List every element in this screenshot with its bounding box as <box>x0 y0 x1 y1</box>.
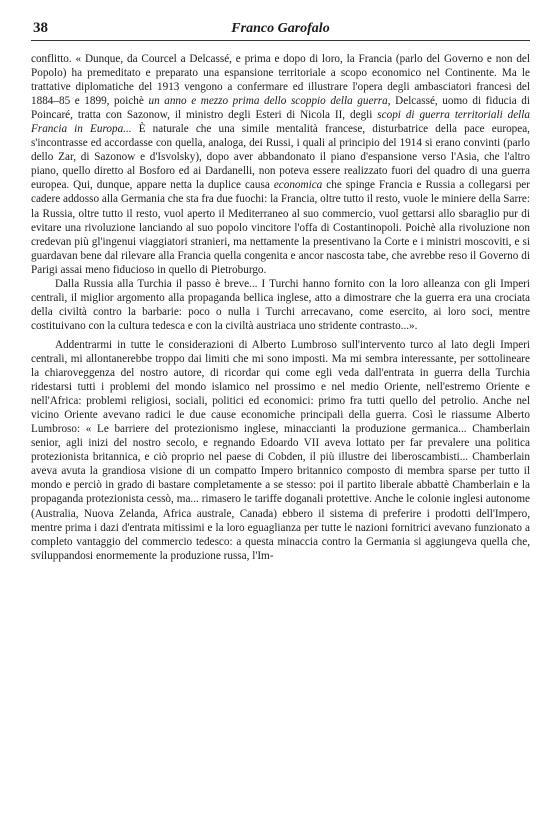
text-run: Addentrarmi in tutte le considerazioni di Alberto Lumbroso sull'intervento turco al lato degli Imperi centrali, mi allontanerebbe troppo dai limiti che mi sono imposti. Ma mi sembra interessante, per sottolineare la chiaroveggenza del nostro autore, di ricordar qui come egli veda dall'entrata in guerra della Turchia ridestarsi tutti i problemi del mondo islamico nel prossimo e nel medio Oriente, nell'estremo Oriente e nell'Africa: problemi religiosi, sociali, politici ed economici: primo fra tutti quello del petrolio. Anche nel vicino Oriente avevano radici le due cause economiche principali della guerra. Così le riassume Alberto Lumbroso: « Le barriere del protezionismo inglese, minaccianti la produzione germanica... Chamberlain senior, agli inizi del nostro secolo, e regnando Edoardo VII aveva lottato per far prevalere una politica protezionista britannica, e ciò proprio nel paese di Cobden, il più illustre dei liberoscambisti... Chamberlain aveva avuta la grandiosa visione di un compatto Impero britannico composto di membra sparse per tutto il mondo e perciò in grado di bastare completamente a se stesso: poi il partito liberale abbattè Chamberlain e la propaganda protezionista cessò, ma... rimasero le tariffe doganali protettive. Anche le colonie inglesi autonome (Australia, Nuova Zelanda, Africa australe, Canada) ebbero il sistema di preferire i prodotti dell'Impero, mentre prima i dazi d'entrata mitissimi e la loro eguaglianza per tutte le nazioni fornitrici avevano funzionato a completo vantaggio del commercio tedesco: a questa minaccia contro la Germania si aggiungeva quella che, sviluppandosi enormemente la produzione russa, l'Im- <box>31 338 530 562</box>
text-run: È naturale che una simile mentalità francese, disturbatrice della pace europea, s'incontrasse ed accordasse con quella, analoga, dei Russi, i quali al principio del 1914 si erano convinti (parlo dello Zar, di Sazonow e d'Isvolsky), dopo aver abbandonato il piano d'espansione verso l'Asia, che l'altro piano, quello diretto al Bosforo ed ai Dardanelli, non poteva essere realizzato fuori del quadro di una guerra europea. Qui, dunque, appare netta la duplice causa <box>31 123 530 192</box>
running-head: Franco Garofalo <box>231 21 330 36</box>
page-number: 38 <box>33 20 48 36</box>
paragraph <box>31 52 530 277</box>
paragraph <box>31 277 530 333</box>
body-text <box>31 52 530 563</box>
italic-text: un anno e mezzo prima dello scoppio della guerra, <box>148 95 391 108</box>
page-header <box>31 20 530 41</box>
text-run: che spinge Francia e Russia a collegarsi per cadere addosso alla Germania che sta fra due fuochi: la Francia, oltre tutto il resto, vuole le miniere della Sarre: la Russia, oltre tutto il resto, vuol aperto il Mediterraneo al suo commercio, vuol gettarsi allo sbaraglio pur di evitare una rivoluzione lanciando al suo popolo vincitore l'offa di Costantinopoli. Poichè alla rivoluzione non credevan più gl'ingenui viaggiatori stranieri, ma nettamente la presentivano la Corte e i ministri moscoviti, e si guardavan bene dal rilevare alla Francia quella congenita e ancor nascosta tabe, che avrebbe reso il Governo di Parigi assai meno fiducioso in quello di Pietroburgo. <box>31 179 530 276</box>
text-run: Delcassé, uomo di fiducia di Poincaré, tratta con Sazonow, il ministro degli Esteri di Nicola II, degli <box>31 95 530 122</box>
italic-text: scopi di guerra territoriali della Francia in Europa... <box>31 109 530 136</box>
text-run: Dalla Russia alla Turchia il passo è breve... I Turchi hanno fornito con la loro alleanza con gli Imperi centrali, il miglior argomento alla propaganda bellica inglese, atto a dimostrare che la guerra era una crociata della civiltà contro la barbarie: poco o nulla i Turchi arrecavano, come esercito, ai loro soci, mentre costituivano con la cultura tedesca e con la civiltà austriaca uno stridente contrasto...». <box>31 277 530 332</box>
paragraph <box>31 338 530 563</box>
text-run: conflitto. « Dunque, da Courcel a Delcassé, e prima e dopo di loro, la Francia (parlo del Governo e non del Popolo) ha premeditato e preparato una espansione territoriale a scopo economico nel Continente. Ma le trattative diplomatiche del 1913 vengono a confermare ed illustrare l'opera degli ambasciatori francesi del 1884–85 e 1899, poichè <box>31 53 530 108</box>
book-page <box>31 20 530 563</box>
italic-text: economica <box>273 179 323 192</box>
